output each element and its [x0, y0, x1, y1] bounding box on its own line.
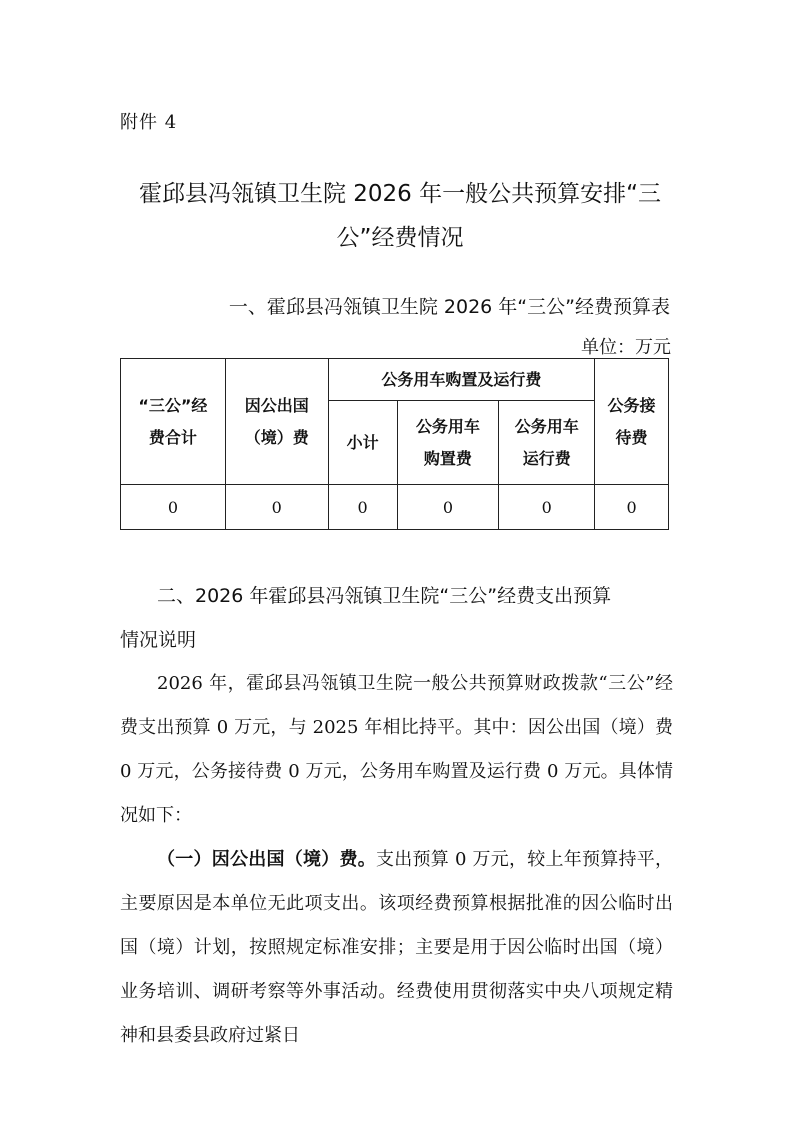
header-vehicle-operation: 公务用车 运行费 — [499, 401, 595, 485]
value-vehicle-purchase: 0 — [397, 485, 499, 530]
paragraph-2-text: 支出预算 0 万元，较上年预算持平，主要原因是本单位无此项支出。该项经费预算根据批准的因公临时出国（境）计划，按照规定标准安排；主要是用于因公临时出国（境）业务培训、调研考察等外事活动。经费使用贯彻落实中央八项规定精神和县委县政府过紧日 — [120, 849, 673, 1046]
unit-label: 单位：万元 — [581, 337, 671, 358]
value-reception: 0 — [595, 485, 669, 530]
paragraph-2-heading: （一）因公出国（境）费。 — [157, 849, 377, 870]
table-row — [121, 485, 669, 530]
title-line-1: 霍邱县冯瓴镇卫生院 2026 年一般公共预算安排“三 — [138, 181, 662, 207]
header-reception: 公务接 待费 — [595, 359, 669, 485]
value-vehicle-operation: 0 — [499, 485, 595, 530]
paragraph-1: 2026 年，霍邱县冯瓴镇卫生院一般公共预算财政拨款“三公”经费支出预算 0 万元，与 2025 年相比持平。其中：因公出国（境）费 0 万元，公务接待费 0 万元，公务用车购置及运行费 0 万元。具体情况如下： — [120, 673, 673, 826]
budget-table — [120, 358, 669, 530]
section1-heading: 一、霍邱县冯瓴镇卫生院 2026 年“三公”经费预算表 — [228, 296, 670, 318]
header-vehicle-group: 公务用车购置及运行费 — [328, 359, 594, 401]
header-abroad: 因公出国 （境）费 — [225, 359, 328, 485]
document-title — [100, 172, 700, 260]
title-line-2: 公”经费情况 — [336, 225, 464, 251]
paragraph-2 — [120, 838, 673, 1058]
attachment-label: 附件 4 — [120, 112, 178, 133]
value-abroad: 0 — [225, 485, 328, 530]
value-subtotal: 0 — [328, 485, 397, 530]
value-total: 0 — [121, 485, 226, 530]
header-total: “三公”经 费合计 — [121, 359, 226, 485]
section2-heading: 二、2026 年霍邱县冯瓴镇卫生院“三公”经费支出预算 情况说明 — [120, 585, 612, 651]
header-vehicle-purchase: 公务用车 购置费 — [397, 401, 499, 485]
header-subtotal: 小计 — [328, 401, 397, 485]
